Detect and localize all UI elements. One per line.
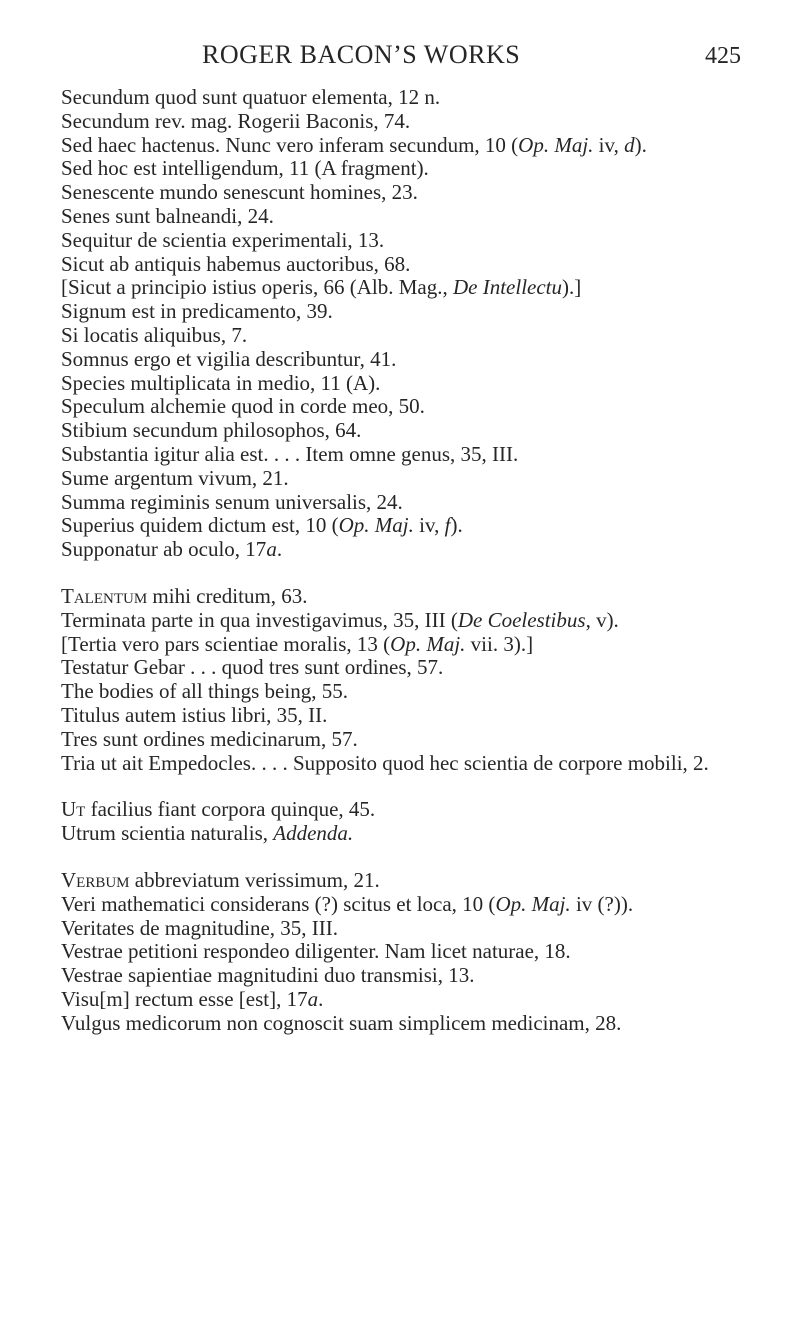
index-entry (61, 728, 761, 752)
entry-text: Terminata parte in qua investigavimus, 35, III ( (61, 607, 458, 632)
entry-text: The bodies of all things being, 55. (61, 679, 348, 704)
entry-text: ).] (562, 275, 582, 300)
index-entry (61, 822, 761, 846)
entry-text: Sed hoc est intelligendum, 11 (A fragment). (61, 156, 429, 181)
index-entry (61, 467, 761, 491)
index-entry (61, 419, 761, 443)
entry-text: ). (450, 513, 463, 538)
entry-text: Vestrae petitioni respondeo diligenter. Nam licet naturae, 18. (61, 939, 571, 964)
entry-text: Vulgus medicorum non cognoscit suam simplicem medicinam, 28. (61, 1010, 622, 1035)
entry-text: d (624, 132, 635, 157)
entry-text: Utrum scientia naturalis, (61, 821, 274, 846)
index-entry (61, 917, 761, 941)
index-entry (61, 253, 761, 277)
index-entry (61, 514, 761, 538)
entry-text: iv (?)). (570, 891, 634, 916)
group-gap (61, 562, 761, 585)
entry-text: Testatur Gebar . . . quod tres sunt ordines, 57. (61, 655, 444, 680)
index-entry (61, 609, 761, 633)
entry-text: Veritates de magnitudine, 35, III. (61, 915, 338, 940)
entry-text: Species multiplicata in medio, 11 (A). (61, 370, 381, 395)
entry-text: Verbum (61, 867, 130, 892)
entry-text: f (444, 513, 451, 538)
entry-text: Op. Maj. (390, 631, 466, 656)
index-entry (61, 372, 761, 396)
index-entry (61, 869, 761, 893)
entry-text: Summa regiminis senum universalis, 24. (61, 489, 403, 514)
index-entry (61, 491, 761, 515)
group-gap (61, 846, 761, 869)
entry-text: Stibium secundum philosophos, 64. (61, 418, 362, 443)
index-entry (61, 324, 761, 348)
entry-text: Op. Maj. (495, 891, 571, 916)
index-entry (61, 181, 761, 205)
index-entry (61, 110, 761, 134)
index-entry (61, 157, 761, 181)
running-title: ROGER BACON’S WORKS (202, 40, 521, 69)
entry-text: Substantia igitur alia est. . . . Item omne genus, 35, III. (61, 441, 519, 466)
entry-text: [Tertia vero pars scientiae moralis, 13 ( (61, 631, 391, 656)
entry-text: Op. Maj. (338, 513, 414, 538)
entry-text: Sequitur de scientia experimentali, 13. (61, 227, 385, 252)
entry-text: vii. 3).] (465, 631, 534, 656)
index-of-incipits (61, 86, 761, 1035)
index-entry (61, 348, 761, 372)
entry-text: Titulus autem istius libri, 35, II. (61, 702, 328, 727)
entry-text: mihi creditum, 63. (147, 583, 308, 608)
entry-text: Ut (61, 797, 86, 822)
entry-text: . (276, 537, 283, 562)
entry-text: Senes sunt balneandi, 24. (61, 203, 274, 228)
entry-text: Tria ut ait Empedocles. . . . Supposito quod hec scientia de corpore mobili, 2. (61, 750, 709, 775)
entry-text: Secundum rev. mag. Rogerii Baconis, 74. (61, 108, 411, 133)
entry-text: Senescente mundo senescunt homines, 23. (61, 180, 418, 205)
index-group (61, 798, 761, 846)
entry-text: abbreviatum verissimum, 21. (129, 867, 380, 892)
index-entry (61, 988, 761, 1012)
entry-text: Vestrae sapientiae magnitudini duo transmisi, 13. (61, 963, 475, 988)
index-entry (61, 300, 761, 324)
entry-text: , v). (585, 607, 619, 632)
index-entry (61, 86, 761, 110)
entry-text: Tres sunt ordines medicinarum, 57. (61, 726, 358, 751)
entry-text: Signum est in predicamento, 39. (61, 299, 333, 324)
index-entry (61, 940, 761, 964)
entry-text: Op. Maj. (518, 132, 594, 157)
index-entry (61, 964, 761, 988)
index-entry (61, 656, 761, 680)
index-entry (61, 680, 761, 704)
entry-text: Sume argentum vivum, 21. (61, 465, 289, 490)
index-entry (61, 229, 761, 253)
index-group (61, 869, 761, 1036)
index-group (61, 86, 761, 562)
entry-text: Superius quidem dictum est, 10 ( (61, 513, 339, 538)
entry-text: Speculum alchemie quod in corde meo, 50. (61, 394, 425, 419)
running-head (0, 40, 800, 80)
entry-text: a (307, 986, 319, 1011)
index-entry (61, 205, 761, 229)
page-number: 425 (705, 43, 741, 69)
entry-text: Addenda. (273, 821, 354, 846)
index-entry (61, 443, 761, 467)
entry-text: De Coelestibus (457, 607, 586, 632)
index-entry (61, 276, 761, 300)
entry-text: Secundum quod sunt quatuor elementa, 12 n. (61, 85, 441, 109)
group-gap (61, 775, 761, 798)
index-entry (61, 134, 761, 158)
entry-text: iv, (413, 513, 445, 538)
entry-text: Sed haec hactenus. Nunc vero inferam secundum, 10 ( (61, 132, 519, 157)
index-entry (61, 798, 761, 822)
index-entry (61, 893, 761, 917)
entry-text: Talentum (61, 583, 148, 608)
index-entry (61, 752, 761, 776)
index-group (61, 585, 761, 775)
entry-text: [Sicut a principio istius operis, 66 (Alb. Mag., (61, 275, 453, 300)
entry-text: facilius fiant corpora quinque, 45. (85, 797, 376, 822)
entry-text: De Intellectu (452, 275, 562, 300)
entry-text: . (318, 986, 324, 1011)
entry-text: Supponatur ab oculo, 17 (61, 537, 267, 562)
index-entry (61, 704, 761, 728)
entry-text: ). (634, 132, 647, 157)
entry-text: Si locatis aliquibus, 7. (61, 322, 248, 347)
index-entry (61, 585, 761, 609)
index-entry (61, 1012, 761, 1036)
entry-text: Veri mathematici considerans (?) scitus et loca, 10 ( (61, 891, 496, 916)
index-entry (61, 633, 761, 657)
entry-text: iv, (593, 132, 625, 157)
index-entry (61, 395, 761, 419)
entry-text: Sicut ab antiquis habemus auctoribus, 68. (61, 251, 411, 276)
entry-text: Visu[m] rectum esse [est], 17 (61, 986, 308, 1011)
entry-text: Somnus ergo et vigilia describuntur, 41. (61, 346, 397, 371)
index-entry (61, 538, 761, 562)
entry-text: a (266, 537, 277, 562)
